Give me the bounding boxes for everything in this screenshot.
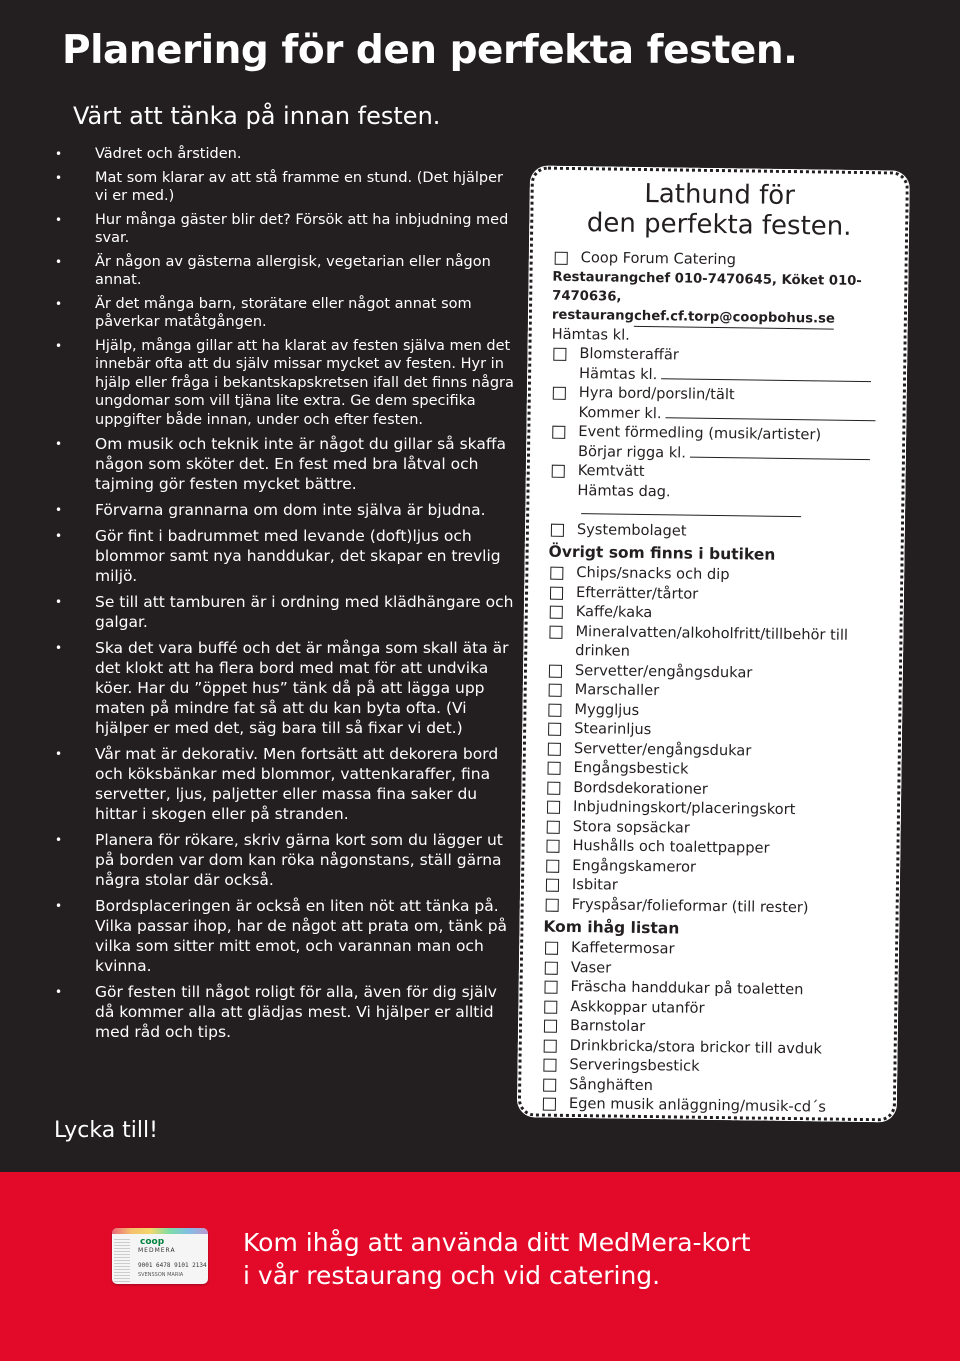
- checkbox-icon[interactable]: [547, 820, 560, 833]
- closing-text: Lycka till!: [54, 1118, 158, 1143]
- checklist-item[interactable]: Fräscha handdukar på toaletten: [542, 977, 880, 1001]
- checklist-item[interactable]: Engångskameror: [544, 855, 882, 879]
- checkbox-icon[interactable]: [544, 1039, 557, 1052]
- bullet-icon: •: [55, 338, 63, 353]
- write-line[interactable]: [581, 513, 801, 517]
- checklist-item[interactable]: Event förmedling (musik/artister): [550, 422, 888, 446]
- checklist-item[interactable]: Drinkbricka/stora brickor till avduk: [542, 1035, 880, 1059]
- checkbox-icon[interactable]: [543, 1078, 556, 1091]
- checklist-item[interactable]: Servetter/engångsdukar: [547, 660, 885, 684]
- write-line[interactable]: [661, 378, 871, 382]
- checkbox-icon[interactable]: [546, 859, 559, 872]
- checkbox-icon[interactable]: [551, 523, 564, 536]
- checklist-item[interactable]: Stora sopsäckar: [545, 816, 883, 840]
- page-subtitle: Värt att tänka på innan festen.: [73, 102, 441, 130]
- card-holder: SVENSSON MARIA: [138, 1272, 184, 1278]
- bullet-icon: •: [55, 296, 63, 311]
- section-heading: Kom ihåg listan: [543, 917, 680, 938]
- checklist-item[interactable]: Kaffetermosar: [543, 938, 881, 962]
- list-item: • Vädret och årstiden.: [55, 146, 242, 162]
- section-heading: Övrigt som finns i butiken: [548, 542, 776, 564]
- checklist-item[interactable]: Fryspåsar/folieformar (till rester): [544, 894, 882, 918]
- list-item: • Planera för rökare, skriv gärna kort som du lägger ut på borden var dom kan röka någonstans, ställ gärna några stolar där också.: [55, 831, 503, 889]
- contact-phone: Restaurangchef 010-7470645, Köket 010-7470636,: [552, 269, 862, 305]
- checkbox-icon[interactable]: [546, 840, 559, 853]
- bullet-icon: •: [55, 147, 63, 161]
- checklist-item[interactable]: Sånghäften: [541, 1074, 879, 1098]
- checklist-item[interactable]: Marschaller: [547, 680, 885, 704]
- checkbox-icon[interactable]: [549, 684, 562, 697]
- checklist-item[interactable]: Hushålls och toalettpapper: [544, 836, 882, 860]
- checkbox-icon[interactable]: [547, 801, 560, 814]
- write-line[interactable]: [665, 417, 875, 421]
- footer-message: Kom ihåg att använda ditt MedMera-kort i vår restaurang och vid catering.: [243, 1228, 751, 1290]
- pickup-field[interactable]: Hämtas kl.: [551, 363, 889, 387]
- medmera-card-image: [112, 1228, 208, 1284]
- list-item: • Förvarna grannarna om dom inte själva är bjudna.: [55, 501, 486, 519]
- list-item: • Gör fint i badrummet med levande (doft)ljus och blommor samt nya handdukar, det skapar en trevlig miljö.: [55, 527, 501, 585]
- start-field[interactable]: Börjar rigga kl.: [550, 441, 888, 465]
- checkbox-icon[interactable]: [548, 723, 561, 736]
- bullet-icon: •: [55, 985, 63, 999]
- bullet-icon: •: [55, 595, 63, 609]
- bullet-icon: •: [55, 437, 63, 451]
- checkbox-icon[interactable]: [546, 898, 559, 911]
- checkbox-icon[interactable]: [550, 586, 563, 599]
- list-item: • Mat som klarar av att stå framme en stund. (Det hjälper vi er med.): [55, 169, 504, 204]
- checkbox-icon[interactable]: [549, 664, 562, 677]
- checkbox-icon[interactable]: [545, 961, 558, 974]
- bullet-icon: •: [55, 641, 63, 655]
- checkbox-icon[interactable]: [545, 942, 558, 955]
- bullet-icon: •: [55, 833, 63, 847]
- contact-email: restaurangchef.cf.torp@coopbohus.se: [551, 307, 835, 327]
- checklist-item[interactable]: Blomsteraffär: [551, 344, 889, 368]
- checkbox-icon[interactable]: [544, 1020, 557, 1033]
- checkbox-icon[interactable]: [547, 781, 560, 794]
- checkbox-icon[interactable]: [553, 387, 566, 400]
- checklist-item[interactable]: Vaser: [543, 957, 881, 981]
- bullet-icon: •: [55, 170, 63, 185]
- tips-list: [55, 145, 515, 1048]
- checklist-item[interactable]: Serveringsbestick: [541, 1055, 879, 1079]
- checkbox-icon[interactable]: [544, 981, 557, 994]
- list-item: • Om musik och teknik inte är något du gillar så skaffa någon som sköter det. En fest med bra låtval och tajming gör festen mycket bättre.: [55, 435, 507, 493]
- checklist-item[interactable]: Servetter/engångsdukar: [546, 738, 884, 762]
- list-item: • Se till att tamburen är i ordning med klädhängare och galgar.: [55, 593, 514, 631]
- checklist-item[interactable]: Egen musik anläggning/musik-cd´s: [541, 1094, 879, 1118]
- list-item: • Hjälp, många gillar att ha klarat av festen själva men det innebär ofta att du själv missar mycket av festen. Hyr in hjälp eller fråga i bekantskapskretsen ifall det finns några ungdomar som vill tjäna lite extra. Ge dem specifika uppgifter både innan, under och efter festen.: [55, 337, 514, 428]
- checklist-item[interactable]: Inbjudningskort/placeringskort: [545, 797, 883, 821]
- checkbox-icon[interactable]: [555, 252, 568, 265]
- checkbox-icon[interactable]: [549, 625, 562, 638]
- pickup-field[interactable]: Hämtas dag.: [549, 480, 888, 524]
- bullet-icon: •: [55, 212, 63, 227]
- checkbox-icon[interactable]: [543, 1059, 556, 1072]
- list-item: • Är någon av gästerna allergisk, vegetarian eller någon annat.: [55, 253, 491, 288]
- pickup-field[interactable]: Hämtas kl.: [552, 324, 890, 348]
- checkbox-icon[interactable]: [552, 465, 565, 478]
- checklist-item[interactable]: Myggljus: [546, 699, 884, 723]
- checklist-item[interactable]: Systembolaget: [549, 519, 887, 543]
- bullet-icon: •: [55, 899, 63, 913]
- checkbox-icon[interactable]: [550, 606, 563, 619]
- checklist-item[interactable]: Kaffe/kaka: [548, 602, 886, 626]
- checklist-card: [517, 165, 910, 1122]
- checkbox-icon[interactable]: [553, 348, 566, 361]
- checklist-item[interactable]: Chips/snacks och dip: [548, 563, 886, 587]
- checkbox-icon[interactable]: [552, 426, 565, 439]
- checkbox-icon[interactable]: [543, 1098, 556, 1111]
- checkbox-icon[interactable]: [546, 879, 559, 892]
- checklist-item[interactable]: Stearinljus: [546, 719, 884, 743]
- list-item: • Ska det vara buffé och det är många som skall äta är det klokt att ha flera bord med mat för att undvika köer. Har du ”öppet hus” tänk då på att lägga upp maten på mindre fat så att du kan byta ofta. (Vi hjälper er med det, säg bara till så fixar vi det.): [55, 639, 509, 737]
- list-item: • Vår mat är dekorativ. Men fortsätt att dekorera bord och köksbänkar med blommor, vattenkaraffer, fina servetter, ljus, paljetter eller massa fina saker du hittar i skogen eller på stranden.: [55, 745, 499, 823]
- checkbox-icon[interactable]: [548, 703, 561, 716]
- bullet-icon: •: [55, 529, 63, 543]
- card-brand: MEDMERA: [138, 1247, 176, 1254]
- checklist-item[interactable]: Engångsbestick: [545, 758, 883, 782]
- list-item: • Gör festen till något roligt för alla, även för dig själv då kommer alla att glädjas mest. Vi hjälper er alltid med råd och tips.: [55, 983, 497, 1041]
- checklist-item[interactable]: Barnstolar: [542, 1016, 880, 1040]
- bullet-icon: •: [55, 747, 63, 761]
- checklist-title: Lathund för den perfekta festen.: [586, 178, 852, 242]
- write-line[interactable]: [690, 456, 870, 460]
- checklist-item[interactable]: Askkoppar utanför: [542, 996, 880, 1020]
- checkbox-icon[interactable]: [548, 762, 561, 775]
- list-item: • Bordsplaceringen är också en liten nöt att tänka på. Vilka passar ihop, har de något att prata om, tänk på vilka som sitter mitt emot, och varannan man och kvinna.: [55, 897, 508, 975]
- arrival-field[interactable]: Kommer kl.: [550, 402, 888, 426]
- checkbox-icon[interactable]: [544, 1000, 557, 1013]
- checkbox-icon[interactable]: [550, 567, 563, 580]
- card-number: 9001 6478 9101 2134: [138, 1262, 207, 1269]
- list-item: • Hur många gäster blir det? Försök att ha inbjudning med svar.: [55, 211, 509, 246]
- checklist-item[interactable]: Isbitar: [544, 875, 882, 899]
- list-item: • Är det många barn, storätare eller något annat som påverkar matåtgången.: [55, 295, 472, 330]
- page-title: Planering för den perfekta festen.: [62, 28, 798, 73]
- bullet-icon: •: [55, 503, 63, 517]
- checklist-item[interactable]: Hyra bord/porslin/tält: [551, 383, 889, 407]
- coop-logo: coop: [140, 1237, 165, 1247]
- checklist-item[interactable]: Mineralvatten/alkoholfritt/tillbehör till drinken: [547, 621, 886, 665]
- checklist-item[interactable]: Bordsdekorationer: [545, 777, 883, 801]
- checklist-item[interactable]: Efterrätter/tårtor: [548, 582, 886, 606]
- bullet-icon: •: [55, 254, 63, 269]
- checkbox-icon[interactable]: [548, 742, 561, 755]
- checklist-item[interactable]: Kemtvätt: [550, 461, 888, 485]
- checklist-item[interactable]: Coop Forum Catering: [553, 248, 891, 272]
